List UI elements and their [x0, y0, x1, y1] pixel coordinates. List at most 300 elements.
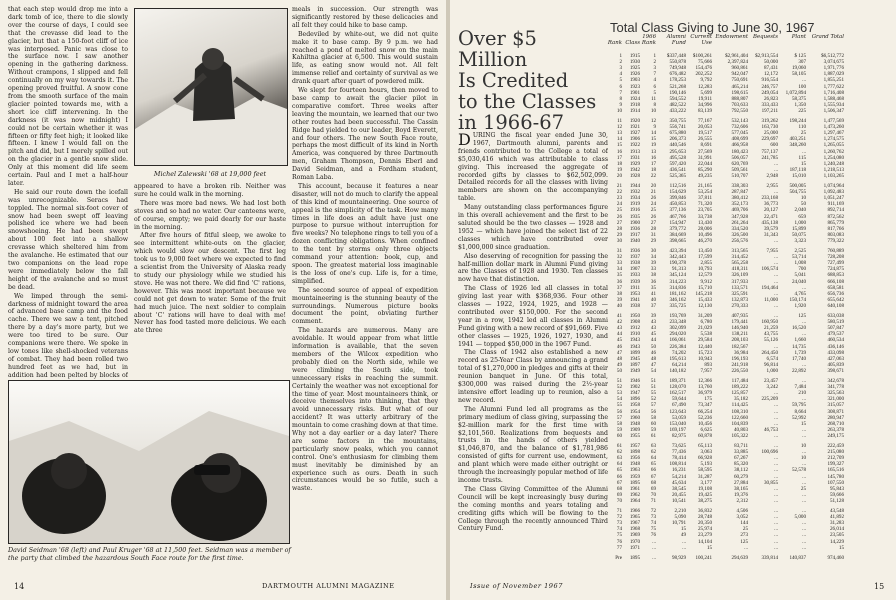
table-cell: 77,436: [671, 449, 686, 456]
table-cell: 8,691: [700, 142, 712, 149]
table-cell: 233,348: [669, 319, 686, 326]
table-cell: 14: [616, 136, 622, 143]
table-cell: 19,911: [698, 95, 712, 102]
table-cell: 41: [616, 313, 622, 319]
table-cell: 14,735: [791, 343, 806, 350]
table-cell: ...: [802, 77, 806, 84]
table-cell: 1,074,964: [823, 183, 844, 189]
table-cell: 703,633: [731, 101, 748, 108]
table-cell: 20: [616, 172, 622, 179]
table-cell: 865,779: [827, 219, 844, 226]
table-cell: 125: [740, 538, 748, 545]
table-cell: ...: [774, 272, 778, 279]
table-cell: 71,320: [697, 201, 712, 208]
table-cell: 4: [619, 71, 622, 78]
table-cell: 335,725: [669, 302, 686, 309]
table-cell: ...: [802, 148, 806, 155]
article-paragraph: Also deserving of recognition for passing the half-million dollar mark in Alumni Fund giving are the Classes of 1928 and 1930. Ten classes now have that distinction.: [458, 252, 608, 284]
table-cell: ...: [774, 290, 778, 297]
table-cell: 1946: [629, 378, 640, 384]
table-cell: 433,098: [827, 349, 844, 356]
table-cell: ...: [774, 497, 778, 504]
table-cell: 26: [650, 195, 656, 202]
table-cell: 11: [651, 95, 656, 102]
table-cell: 12,283: [697, 83, 712, 90]
table-cell: 4: [653, 77, 656, 84]
table-cell: 26: [616, 213, 622, 220]
table-cell: 580,519: [827, 319, 844, 326]
table-cell: 423,394: [669, 248, 686, 254]
table-cell: 16,520: [791, 325, 806, 332]
table-cell: 3,052: [736, 514, 748, 521]
table-cell: 16: [650, 154, 656, 161]
table-cell: 10,791: [671, 520, 686, 527]
table-cell: 28: [616, 225, 622, 232]
table-cell: 56: [616, 408, 622, 415]
table-cell: 1961: [629, 485, 640, 492]
table-cell: 14: [650, 130, 656, 137]
table-cell: 73: [616, 520, 622, 527]
table-cell: 62: [616, 449, 622, 456]
table-cell: 225: [798, 107, 806, 114]
table-cell: 817,766: [827, 225, 844, 232]
table-cell: 1947: [629, 390, 640, 397]
table-cell: 179,441: [731, 319, 748, 326]
table-cell: 13: [616, 130, 622, 137]
table-cell: 1908: [629, 319, 640, 326]
table-cell: 892,714: [827, 207, 844, 214]
table-cell: 469,706: [731, 207, 748, 214]
table-cell: ...: [774, 467, 778, 474]
table-cell: 1940: [629, 237, 640, 244]
article-paragraph: We limped through the semi-darkness of midnight toward the area of advanced base camp and the food cache. There we saw a tent, pitched there by a day's more party, but we were too tired to be sure. Our companions were there. We spoke in low tones like shell-shocked veterans of combat. They had been rolled two hundred feet as we had, but in addition had been pelted by blocks of: [8, 292, 128, 379]
table-cell: 10,456: [697, 420, 712, 427]
table-cell: 688,853: [827, 272, 844, 279]
table-cell: 32: [616, 254, 622, 261]
table-cell: 125,857: [731, 390, 748, 397]
table-cell: 55: [650, 390, 656, 397]
table-cell: 1,103,265: [823, 172, 844, 179]
table-cell: 507,847: [827, 325, 844, 332]
table-cell: 7,957: [700, 367, 712, 374]
table-cell: 60: [650, 420, 656, 427]
table-cell: 51: [650, 378, 656, 384]
table-cell: 27: [650, 219, 656, 226]
table-cell: ...: [652, 544, 656, 551]
table-cell: 341,778: [827, 384, 844, 391]
table-cell: 25: [616, 207, 622, 214]
table-cell: 20,127: [763, 207, 778, 214]
table-cell: 1915: [629, 53, 640, 59]
table-cell: 6: [653, 83, 656, 90]
table-cell: ...: [802, 449, 806, 456]
table-cell: 339,814: [761, 554, 778, 561]
table-cell: 138,211: [731, 331, 748, 338]
table-cell: 321,000: [827, 396, 844, 403]
table-cell: 75: [616, 532, 622, 539]
table-cell: 15: [800, 160, 806, 167]
photo-bottom-caption: David Seidman '68 (left) and Paul Kruger '68 at 11,500 feet. Seidman was a member of the party that climbed the hazardous South Face route for the first time.: [8, 546, 291, 562]
table-cell: 31,283: [829, 520, 844, 527]
table-cell: 1,588,468: [823, 95, 844, 102]
headline-line: to the Classes: [458, 90, 597, 113]
table-cell: 226,384: [669, 343, 686, 350]
article-paragraph: The Class Giving Committee of the Alumni Council will be kept increasingly busy during the coming months and years totaling and crediting gifts which will be flowing to the College through the recently announced Third Century Fund.: [458, 485, 608, 533]
table-cell: 77,167: [697, 118, 712, 124]
table-cell: 3,177: [700, 479, 712, 486]
table-cell: 72: [616, 514, 622, 521]
table-cell: 1923: [629, 83, 640, 90]
table-cell: 6,574: [766, 355, 778, 362]
table-cell: 6: [619, 83, 622, 90]
table-cell: 190,378: [669, 260, 686, 267]
table-cell: 66: [616, 473, 622, 480]
table-cell: 263,378: [827, 426, 844, 433]
table-cell: 294,020: [669, 331, 686, 338]
table-cell: 57: [650, 402, 656, 409]
table-cell: 1912: [629, 325, 640, 332]
table-cell: 65: [650, 461, 656, 468]
table-cell: 1938: [629, 302, 640, 309]
article-paragraph: The Class of 1926 led all classes in total giving last year with $368,936. Four other classes — 1922, 1924, 1925, and 1928 — contributed over $150,000. For the second year in a row, 1942 led all classes in Alumni Fund giving with a new record of $91,669. Five other classes — 1925, 1926, 1927, 1930, and 1941 — topped $50,000 in the 1967 Fund.: [458, 285, 608, 348]
table-cell: 100: [798, 83, 806, 90]
table-cell: 44: [650, 337, 656, 344]
table-cell: 506,057: [731, 154, 748, 161]
table-cell: 465,214: [731, 83, 748, 90]
table-cell: 25: [800, 130, 806, 137]
table-cell: 732,606: [731, 124, 748, 131]
table-cell: 26,823: [763, 95, 778, 102]
table-cell: ...: [774, 544, 778, 551]
table-cell: 66: [650, 467, 656, 474]
table-cell: 532,143: [731, 118, 748, 124]
table-cell: 1,051,247: [823, 195, 844, 202]
table-cell: 342,443: [669, 254, 686, 261]
climber-figure-illustration: [135, 9, 287, 165]
page-number-right: 15: [874, 582, 885, 591]
table-cell: 15: [680, 526, 686, 533]
table-cell: 68: [616, 485, 622, 492]
table-cell: 196,193: [731, 355, 748, 362]
table-cell: 145,780: [827, 473, 844, 480]
table-cell: 38: [650, 272, 656, 279]
article-paragraph: meals in succession. Our strength was significantly restored by these delicacies and all felt they could hike to base camp.: [292, 6, 438, 29]
table-cell: 21,259: [763, 325, 778, 332]
table-cell: 104,839: [731, 420, 748, 427]
table-cell: 7: [653, 71, 656, 78]
table-cell: 1900: [629, 219, 640, 226]
table-cell: 659: [798, 213, 806, 220]
table-cell: Pre: [615, 554, 622, 561]
table-cell: 594,552: [669, 95, 686, 102]
table-cell: 1917: [629, 231, 640, 238]
table-cell: 60: [616, 432, 622, 439]
table-cell: 3,063: [700, 449, 712, 456]
table-cell: 5,538: [700, 331, 712, 338]
table-cell: ...: [802, 361, 806, 368]
table-header-cell: Grand Total: [811, 34, 844, 40]
table-cell: 153,040: [669, 420, 686, 427]
table-cell: 50,000: [763, 59, 778, 66]
table-cell: 54: [650, 367, 656, 374]
table-cell: 2,948: [766, 172, 778, 179]
table-cell: 59,666: [829, 491, 844, 498]
table-cell: 15,710: [697, 284, 712, 291]
table-cell: 64: [650, 455, 656, 462]
table-cell: 35: [650, 284, 656, 291]
table-cell: 1922: [629, 142, 640, 149]
table-cell: 1933: [629, 272, 640, 279]
table-cell: ...: [774, 432, 778, 439]
table-cell: 39: [616, 296, 622, 303]
table-cell: 18: [650, 166, 656, 173]
table-cell: 750,691: [731, 77, 748, 84]
table-cell: 1,473,260: [823, 124, 844, 131]
article-column-2: [134, 183, 286, 363]
table-cell: 727,499: [827, 260, 844, 267]
table-cell: 31,209: [697, 313, 712, 319]
table-cell: 67: [650, 473, 656, 480]
table-cell: 21,165: [697, 183, 712, 189]
table-cell: 436,541: [669, 166, 686, 173]
table-cell: 20,350: [697, 520, 712, 527]
table-cell: 1,739: [794, 349, 806, 356]
table-cell: 8: [619, 95, 622, 102]
table-cell: 25: [800, 485, 806, 492]
table-cell: 1963: [629, 467, 640, 474]
article-paragraph: There was more bad news. We had lost both stoves and so had no water. Our canteens were, of course, empty; we paid dearly for our haste in the morning.: [134, 199, 286, 231]
table-cell: 249,175: [827, 432, 844, 439]
table-cell: 10: [650, 107, 656, 114]
table-cell: ...: [802, 396, 806, 403]
table-cell: 408,699: [731, 136, 748, 143]
table-cell: 1,555,934: [823, 101, 844, 108]
table-title: Total Class Giving to June 30, 1967: [610, 20, 815, 35]
table-cell: 13,760: [697, 384, 712, 391]
headline-line: in 1966-67: [458, 111, 565, 134]
table-cell: 1910: [629, 331, 640, 338]
table-cell: 162,517: [669, 390, 686, 397]
table-cell: 140,837: [789, 554, 806, 561]
table-cell: 1895: [629, 554, 640, 561]
table-cell: 37: [616, 284, 622, 291]
table-cell: 29,584: [697, 337, 712, 344]
table-cell: 346,162: [669, 296, 686, 303]
table-cell: 49: [680, 532, 686, 539]
table-cell: 39,579: [763, 225, 778, 232]
table-cell: 198,615: [731, 89, 748, 96]
table-header-cell: Endowment: [715, 34, 748, 40]
table-cell: 1,350: [794, 101, 806, 108]
table-cell: 6,625: [700, 426, 712, 433]
table-cell: 25,000: [763, 130, 778, 137]
two-climbers-illustration: [9, 381, 289, 543]
table-cell: 1957: [629, 443, 640, 449]
table-cell: 33: [616, 260, 622, 267]
table-cell: 403,251: [789, 136, 806, 143]
table-cell: 1907: [629, 266, 640, 273]
table-cell: 56: [650, 408, 656, 415]
table-cell: 352,173: [731, 201, 748, 208]
table-cell: 53,254: [697, 189, 712, 196]
table-cell: 556,741: [669, 124, 686, 131]
table-cell: 872,562: [827, 213, 844, 220]
table-cell: 199,327: [827, 461, 844, 468]
table-cell: 1924: [629, 95, 640, 102]
table-cell: 75: [650, 526, 656, 533]
table-cell: 10,541: [671, 497, 686, 504]
table-cell: 418,311: [731, 266, 748, 273]
article-paragraph: This account, because it features a near disaster, will not do much to clarify the appeal of this kind of mountaineering. One source of appeal is the simplicity of the task. How many times in life does an adult have just one purpose to pursue without interruption for five weeks? No telephone rings to tell you of a dozen conflicting obligations. When confined to the tent by storms only three objects command your attention: book, cup, and spoon. The greatest material loss imaginable is the loss of one's cup. Life is, for a time, simplified.: [292, 182, 438, 285]
table-cell: ...: [682, 544, 686, 551]
table-header-cell: Alumni Fund: [666, 34, 686, 47]
table-cell: 302,099: [669, 325, 686, 332]
table-cell: 241,785: [761, 154, 778, 161]
table-cell: 225,209: [761, 396, 778, 403]
table-cell: 1898: [629, 449, 640, 456]
table-cell: 76: [616, 538, 622, 545]
table-cell: 169,197: [669, 426, 686, 433]
article-paragraph: The Alumni Fund led all programs as the primary medium of class giving, surpassing the $2-million mark for the first time with $2,101,560. Realizations from bequests and trusts in the hands of others yielded $1,046,870, and the balance of $1,781,986 consisted of gifts for current use, endowment, and plant which were made either outright or through the increasingly popular method of life income trusts.: [458, 405, 608, 484]
table-cell: 215,080: [827, 449, 844, 456]
table-cell: 4,506: [736, 508, 748, 514]
table-cell: 525,365: [669, 172, 686, 179]
table-cell: 10,793: [697, 266, 712, 273]
table-cell: $6,512,772: [821, 53, 844, 59]
table-cell: ...: [774, 508, 778, 514]
table-cell: 38,165: [733, 485, 748, 492]
table-cell: 206,373: [669, 136, 686, 143]
table-cell: 1895: [629, 479, 640, 486]
table-cell: 45,634: [671, 479, 686, 486]
table-cell: 1948: [629, 461, 640, 468]
table-cell: 39: [650, 260, 656, 267]
table-cell: 1959: [629, 473, 640, 480]
table-cell: 66,928: [697, 455, 712, 462]
table-cell: 34: [616, 266, 622, 273]
table-cell: 114,425: [731, 402, 748, 409]
table-cell: ...: [652, 554, 656, 561]
table-cell: 15: [800, 420, 806, 427]
table-cell: 1,887,029: [823, 71, 844, 78]
table-cell: ...: [774, 166, 778, 173]
table-cell: 241,918: [731, 361, 748, 368]
table-cell: 11,000: [764, 296, 778, 303]
table-cell: 36: [650, 278, 656, 285]
table-cell: 40,803: [733, 426, 748, 433]
table-cell: 3: [653, 65, 656, 72]
table-cell: 197,211: [761, 107, 778, 114]
table-cell: 105,322: [731, 432, 748, 439]
table-cell: 23,705: [697, 207, 712, 214]
table-cell: ...: [774, 160, 778, 167]
table-cell: 1930: [629, 59, 640, 66]
article-paragraph: After five hours of fitful sleep, we awoke to see intermittent white-outs on the glacier, which would slow our descent. The first leg took us to 9,000 feet where we expected to find a scientist from the University of Alaska ready to study our physiology while we studied his stove. He was not there. We did find 'C' rations, however. This was most important because we could not get down to water. Some of the fruit had much juice. The next soldier to complain about 'C' rations will have to deal with me! Never has food tasted more delicious. We each ate three: [134, 232, 286, 335]
table-header-cell: 1966 Rank: [641, 34, 656, 47]
table-cell: 724,875: [827, 266, 844, 273]
table-cell: 195,613: [669, 355, 686, 362]
table-cell: 69: [616, 491, 622, 498]
table-cell: 43,548: [829, 508, 844, 514]
table-cell: 100,241: [695, 554, 712, 561]
table-cell: 15,010: [791, 172, 806, 179]
table-cell: 8,664: [794, 408, 806, 415]
table-cell: 30,855: [763, 479, 778, 486]
table-cell: 15,433: [697, 296, 712, 303]
table-cell: 52: [650, 396, 656, 403]
table-cell: 24: [616, 201, 622, 208]
table-cell: 1,240,248: [823, 160, 844, 167]
table-cell: 1929: [629, 160, 640, 167]
table-cell: 58: [616, 420, 622, 427]
table-cell: 1914: [629, 107, 640, 114]
table-cell: 13,430: [697, 219, 712, 226]
table-cell: 36,832: [697, 508, 712, 514]
table-cell: 36,773: [763, 201, 778, 208]
table-cell: ...: [774, 473, 778, 480]
table-cell: 1919: [629, 201, 640, 208]
table-cell: 108,814: [669, 461, 686, 468]
table-cell: 974,460: [827, 554, 844, 561]
table-cell: 42: [616, 319, 622, 326]
table-cell: 1902: [629, 384, 640, 391]
table-cell: 125: [798, 313, 806, 319]
table-cell: 17,599: [697, 254, 712, 261]
table-cell: 19: [650, 142, 656, 149]
table-cell: 792,550: [731, 107, 748, 114]
table-cell: 51: [616, 378, 622, 384]
table-cell: 2,525: [794, 248, 806, 254]
table-cell: 96,814: [763, 361, 778, 368]
table-cell: 479,537: [827, 331, 844, 338]
table-cell: ...: [774, 532, 778, 539]
table-cell: 1968: [629, 526, 640, 533]
table-cell: 107,550: [827, 479, 844, 486]
table-cell: 52,578: [791, 467, 806, 474]
table-cell: 313,565: [731, 248, 748, 254]
table-cell: 5: [653, 89, 656, 96]
table-cell: 440,546: [669, 142, 686, 149]
table-cell: ...: [774, 538, 778, 545]
table-header-cell: Rank: [607, 40, 622, 46]
table-cell: 1936: [629, 225, 640, 232]
table-cell: 325,563: [827, 390, 844, 397]
table-cell: 307: [798, 59, 806, 66]
table-cell: 1,274,575: [823, 136, 844, 143]
table-cell: 1941: [629, 296, 640, 303]
table-cell: 110: [798, 124, 806, 131]
table-cell: 35,182: [733, 396, 748, 403]
table-cell: 17: [616, 154, 622, 161]
table-cell: 40: [616, 302, 622, 309]
table-cell: 108,310: [731, 408, 748, 415]
table-cell: 43,755: [763, 331, 778, 338]
table-cell: 59: [650, 426, 656, 433]
table-cell: 2,040: [794, 207, 806, 214]
table-cell: 7: [619, 89, 622, 96]
table-cell: 273: [740, 532, 748, 539]
table-cell: 3,323: [794, 237, 806, 244]
table-cell: 1943: [629, 343, 640, 350]
table-cell: 47: [650, 361, 656, 368]
table-cell: 154,629: [669, 189, 686, 196]
table-cell: 100,696: [761, 449, 778, 456]
table-cell: 21,029: [697, 325, 712, 332]
table-cell: ...: [774, 491, 778, 498]
table-cell: 49,235: [697, 172, 712, 179]
table-cell: ...: [802, 508, 806, 514]
article-paragraph: DURING the fiscal year ended June 30, 1967, Dartmouth alumni, parents and friends contributed to the College a total of $5,030,416 which was attributable to class giving. This increased the aggregate of recorded gifts by classes to $62,502,099. Detailed records for all the classes with living members are shown on the accompanying table.: [458, 132, 608, 203]
